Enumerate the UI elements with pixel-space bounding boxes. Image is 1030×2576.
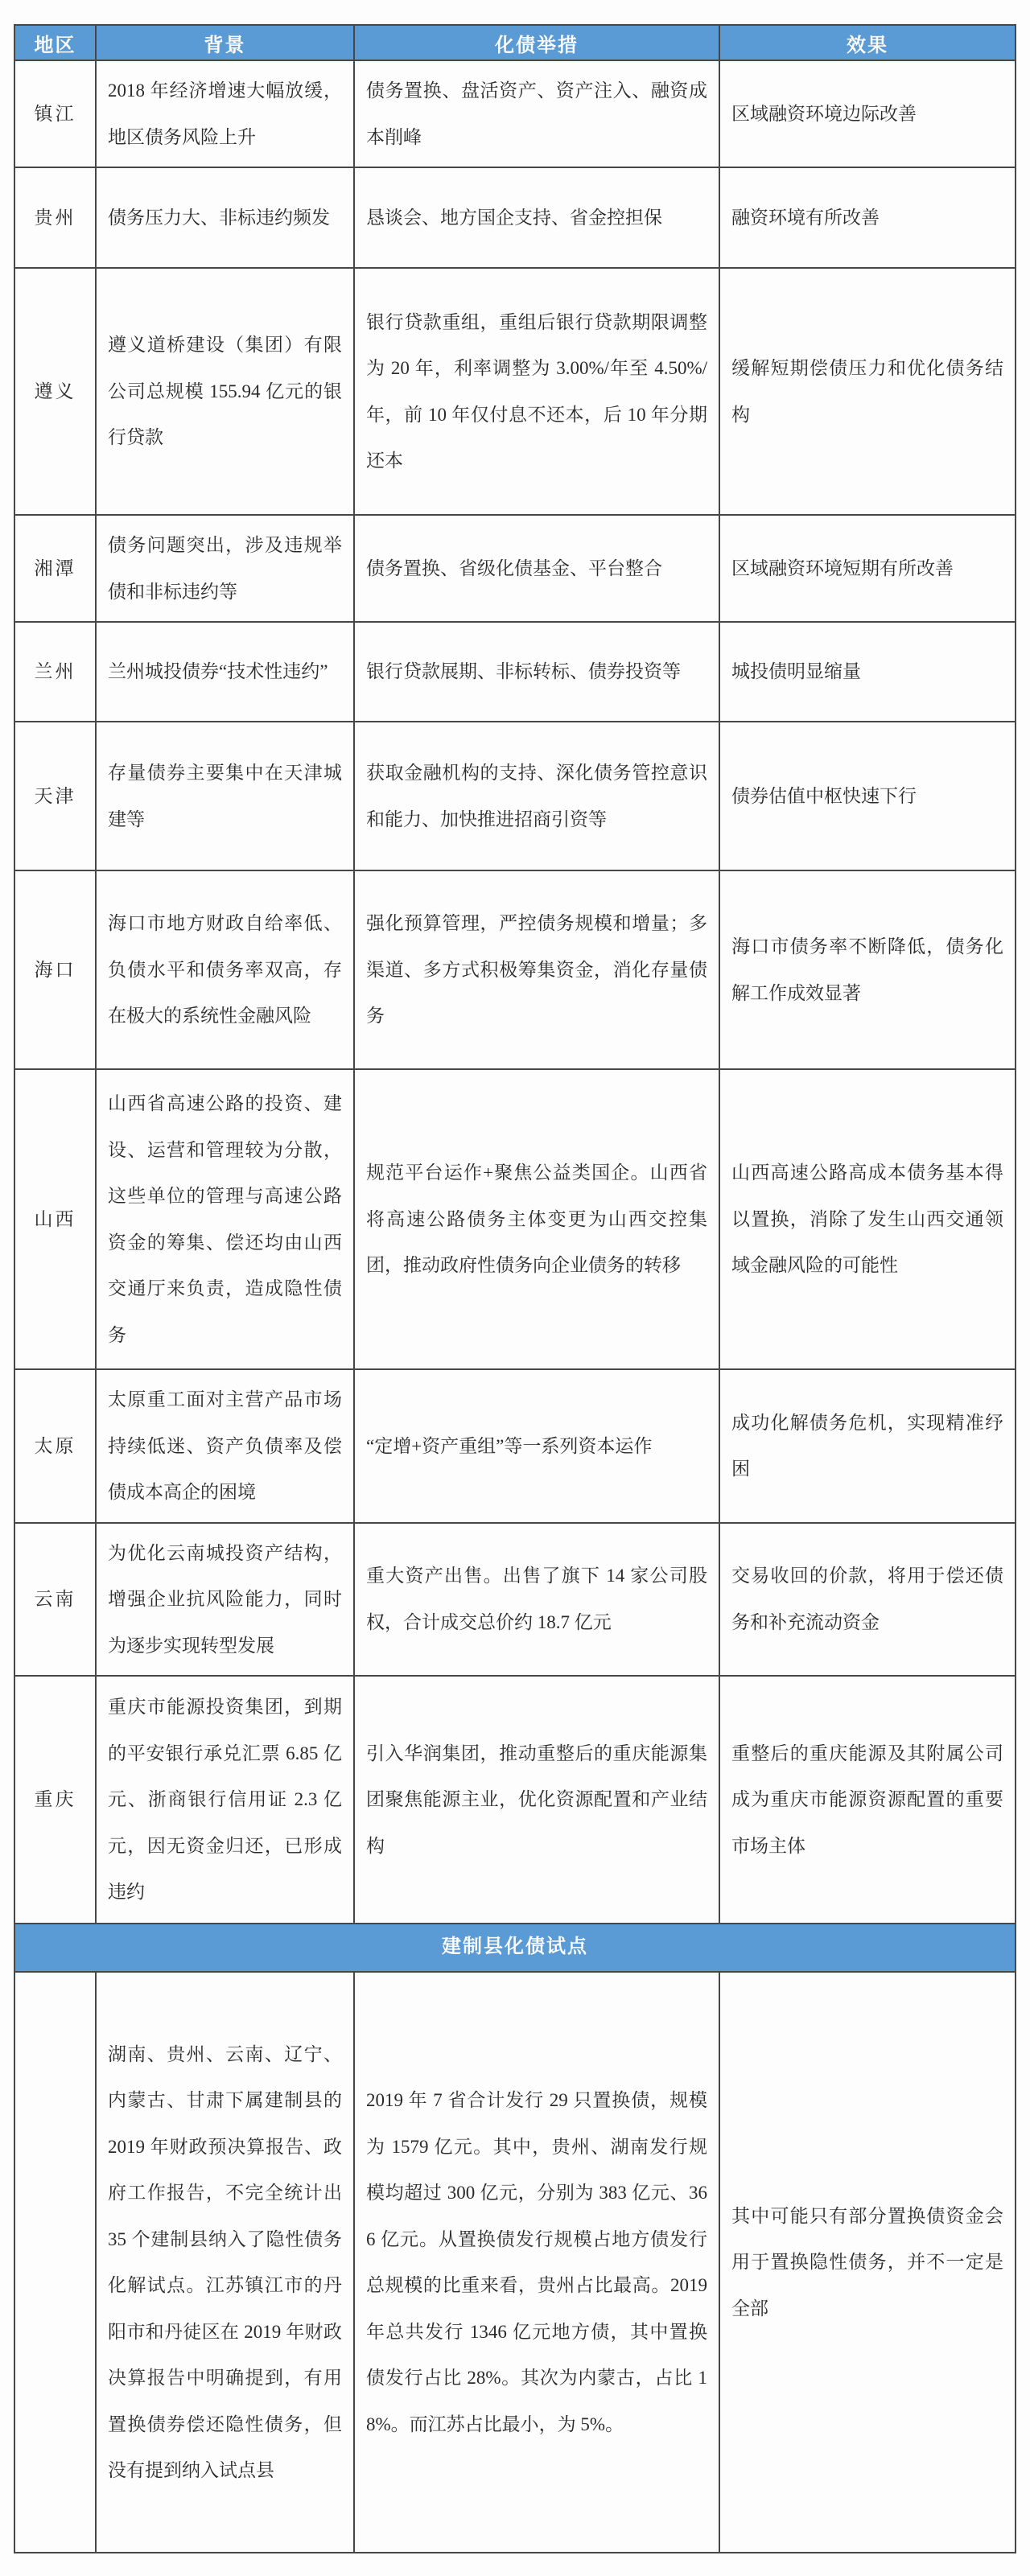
table-row-chongqing <box>14 1676 1016 1924</box>
measures-cell: “定增+资产重组”等一系列资本运作 <box>354 1369 719 1523</box>
effect-cell: 成功化解债务危机，实现精准纾困 <box>719 1369 1016 1523</box>
background-cell: 海口市地方财政自给率低、负债水平和债务率双高，存在极大的系统性金融风险 <box>96 870 354 1069</box>
background-cell: 遵义道桥建设（集团）有限公司总规模 155.94 亿元的银行贷款 <box>96 268 354 515</box>
debt-resolution-table <box>14 24 1016 2553</box>
column-header-background: 背景 <box>96 25 354 60</box>
table-row-zunyi <box>14 268 1016 515</box>
background-cell: 太原重工面对主营产品市场持续低迷、资产负债率及偿债成本高企的困境 <box>96 1369 354 1523</box>
effect-cell: 重整后的重庆能源及其附属公司成为重庆市能源资源配置的重要市场主体 <box>719 1676 1016 1924</box>
measures-cell: 获取金融机构的支持、深化债务管控意识和能力、加快推进招商引资等 <box>354 722 719 870</box>
measures-cell: 重大资产出售。出售了旗下 14 家公司股权，合计成交总价约 18.7 亿元 <box>354 1523 719 1677</box>
measures-cell: 银行贷款展期、非标转标、债券投资等 <box>354 622 719 722</box>
column-header-effect: 效果 <box>719 25 1016 60</box>
measures-cell: 强化预算管理，严控债务规模和增量；多渠道、多方式积极筹集资金，消化存量债务 <box>354 870 719 1069</box>
measures-cell: 恳谈会、地方国企支持、省金控担保 <box>354 167 719 268</box>
measures-cell: 2019 年 7 省合计发行 29 只置换债，规模为 1579 亿元。其中，贵州、湖南发行规模均超过 300 亿元，分别为 383 亿元、366 亿元。从置换债发行规模占地方债发行总规模的比重来看，贵州占比最高。2019 年总共发行 1346 亿元地方债，其中置换债发行占比 28%。其次为内蒙古，占比 18%。而江苏占比最小，为 5%。 <box>354 1972 719 2553</box>
effect-cell: 区域融资环境短期有所改善 <box>719 515 1016 622</box>
effect-cell: 其中可能只有部分置换债资金会用于置换隐性债务，并不一定是全部 <box>719 1972 1016 2553</box>
background-cell: 2018 年经济增速大幅放缓，地区债务风险上升 <box>96 60 354 167</box>
effect-cell: 债券估值中枢快速下行 <box>719 722 1016 870</box>
measures-cell: 规范平台运作+聚焦公益类国企。山西省将高速公路债务主体变更为山西交控集团，推动政府性债务向企业债务的转移 <box>354 1069 719 1369</box>
section-header: 建制县化债试点 <box>14 1924 1016 1972</box>
region-cell: 重庆 <box>14 1676 96 1924</box>
effect-cell: 区域融资环境边际改善 <box>719 60 1016 167</box>
table-row-xiangtan <box>14 515 1016 622</box>
effect-cell: 融资环境有所改善 <box>719 167 1016 268</box>
region-cell: 云南 <box>14 1523 96 1677</box>
region-cell: 镇江 <box>14 60 96 167</box>
region-cell: 兰州 <box>14 622 96 722</box>
table-row-tianjin <box>14 722 1016 870</box>
region-cell: 贵州 <box>14 167 96 268</box>
measures-cell: 债务置换、盘活资产、资产注入、融资成本削峰 <box>354 60 719 167</box>
table-row-yunnan <box>14 1523 1016 1677</box>
region-cell: 海口 <box>14 870 96 1069</box>
effect-cell: 山西高速公路高成本债务基本得以置换，消除了发生山西交通领域金融风险的可能性 <box>719 1069 1016 1369</box>
column-header-region: 地区 <box>14 25 96 60</box>
region-cell: 天津 <box>14 722 96 870</box>
table-row-county-pilot <box>14 1972 1016 2553</box>
background-cell: 兰州城投债券“技术性违约” <box>96 622 354 722</box>
region-cell: 山西 <box>14 1069 96 1369</box>
background-cell: 湖南、贵州、云南、辽宁、内蒙古、甘肃下属建制县的 2019 年财政预决算报告、政府工作报告，不完全统计出 35 个建制县纳入了隐性债务化解试点。江苏镇江市的丹阳市和丹徒区在 2019 年财政决算报告中明确提到，有用置换债券偿还隐性债务，但没有提到纳入试点县 <box>96 1972 354 2553</box>
background-cell: 债务问题突出，涉及违规举债和非标违约等 <box>96 515 354 622</box>
table-row-lanzhou <box>14 622 1016 722</box>
background-cell: 债务压力大、非标违约频发 <box>96 167 354 268</box>
region-cell <box>14 1972 96 2553</box>
background-cell: 存量债券主要集中在天津城建等 <box>96 722 354 870</box>
background-cell: 为优化云南城投资产结构，增强企业抗风险能力，同时为逐步实现转型发展 <box>96 1523 354 1677</box>
section-header-row <box>14 1924 1016 1972</box>
effect-cell: 海口市债务率不断降低，债务化解工作成效显著 <box>719 870 1016 1069</box>
table-row-taiyuan <box>14 1369 1016 1523</box>
table-row-shanxi <box>14 1069 1016 1369</box>
measures-cell: 引入华润集团，推动重整后的重庆能源集团聚焦能源主业，优化资源配置和产业结构 <box>354 1676 719 1924</box>
table-row-haikou <box>14 870 1016 1069</box>
column-header-measures: 化债举措 <box>354 25 719 60</box>
background-cell: 山西省高速公路的投资、建设、运营和管理较为分散，这些单位的管理与高速公路资金的筹集、偿还均由山西交通厅来负责，造成隐性债务 <box>96 1069 354 1369</box>
effect-cell: 城投债明显缩量 <box>719 622 1016 722</box>
background-cell: 重庆市能源投资集团，到期的平安银行承兑汇票 6.85 亿元、浙商银行信用证 2.3 亿元，因无资金归还，已形成违约 <box>96 1676 354 1924</box>
region-cell: 湘潭 <box>14 515 96 622</box>
measures-cell: 债务置换、省级化债基金、平台整合 <box>354 515 719 622</box>
region-cell: 太原 <box>14 1369 96 1523</box>
header-row <box>14 25 1016 60</box>
measures-cell: 银行贷款重组，重组后银行贷款期限调整为 20 年，利率调整为 3.00%/年至 4.50%/年，前 10 年仅付息不还本，后 10 年分期还本 <box>354 268 719 515</box>
table-row-guizhou <box>14 167 1016 268</box>
table-row-zhenjiang <box>14 60 1016 167</box>
effect-cell: 交易收回的价款，将用于偿还债务和补充流动资金 <box>719 1523 1016 1677</box>
effect-cell: 缓解短期偿债压力和优化债务结构 <box>719 268 1016 515</box>
region-cell: 遵义 <box>14 268 96 515</box>
